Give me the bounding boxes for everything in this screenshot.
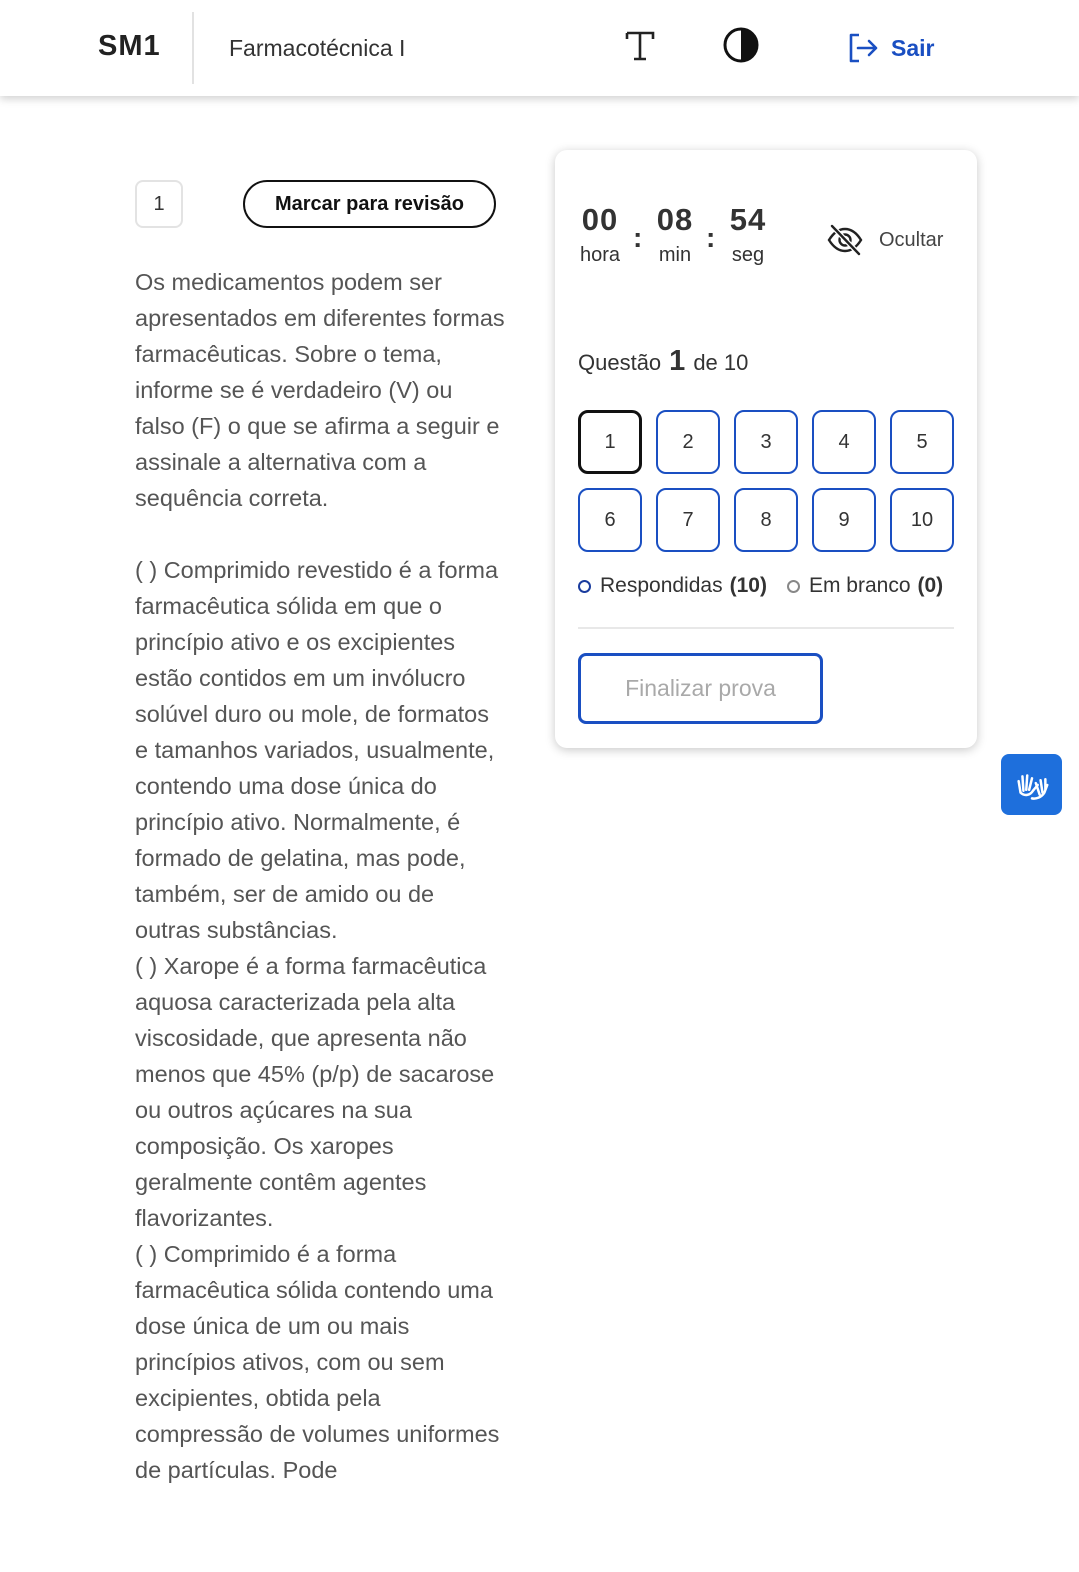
question-statement: Os medicamentos podem ser apresentados em diferentes formas farmacêuticas. Sobre o tema, informe se é verdadeiro (V) ou falso (F) o que se afirma a seguir e assinale a alternativa com a sequência correta. [135,269,505,511]
sign-language-button[interactable] [1001,754,1062,815]
eye-off-icon [825,220,865,260]
logout-icon [845,30,881,66]
question-nav-button[interactable]: 4 [812,410,876,474]
question-nav-button[interactable]: 8 [734,488,798,552]
timer-hours [577,202,623,267]
question-nav-button[interactable]: 10 [890,488,954,552]
timer-seconds-label: seg [731,244,765,266]
timer-hours-label: hora [579,244,621,266]
timer-seconds-value: 54 [729,202,767,237]
contrast-icon[interactable] [722,26,760,64]
statement-item: ( ) Comprimido revestido é a forma farmacêutica sólida em que o princípio ativo e os excipientes estão contidos em um invólucro solúvel duro ou mole, de formatos e tamanhos variados, usualmente, contendo uma dose única do princípio ativo. Normalmente, é formado de gelatina, mas pode, também, ser de amido ou de outras substâncias. [135,557,499,943]
statement-item: ( ) Xarope é a forma farmacêutica aquosa caracterizada pela alta viscosidade, que apresenta não menos que 45% (p/p) de sacarose ou outros açúcares na sua composição. Os xaropes geralmente contêm agentes flavorizantes. [135,953,495,1231]
timer-seconds [725,202,771,267]
question-nav-button[interactable]: 6 [578,488,642,552]
answered-count: (10) [729,574,767,597]
answered-label: Respondidas [600,574,723,597]
question-nav-button[interactable]: 5 [890,410,954,474]
course-title: Farmacotécnica I [229,35,406,61]
question-nav-button[interactable]: 9 [812,488,876,552]
blank-label: Em branco [808,574,911,597]
blank-count: (0) [917,574,944,597]
mark-for-review-button[interactable]: Marcar para revisão [243,180,496,228]
hide-timer-label: Ocultar [879,228,944,251]
exam-panel [555,150,977,748]
hide-timer-button[interactable] [825,220,943,260]
sign-language-icon [1011,764,1053,806]
question-nav-button[interactable]: 1 [578,410,642,474]
logout-label: Sair [891,34,935,61]
top-bar [0,0,1079,96]
answered-dot-icon [578,580,591,593]
header-divider [192,12,194,84]
panel-divider [578,627,954,629]
question-counter-current: 1 [669,345,686,377]
brand-logo: SM1 [98,30,161,62]
finish-exam-button[interactable]: Finalizar prova [578,653,823,724]
blank-dot-icon [787,580,800,593]
timer-minutes [652,202,698,267]
question-counter-total: de 10 [693,350,749,375]
question-nav-button[interactable]: 2 [656,410,720,474]
blank-legend-item [787,574,943,598]
text-size-icon[interactable] [620,26,660,66]
question-number-badge: 1 [135,180,183,228]
question-counter-prefix: Questão [578,350,662,375]
timer-minutes-label: min [658,244,692,266]
question-text [135,264,505,1488]
answer-legend [578,574,943,598]
timer-minutes-value: 08 [656,202,694,237]
timer-hours-value: 00 [581,202,619,237]
timer-separator: : [706,222,716,253]
question-nav-button[interactable]: 7 [656,488,720,552]
question-counter [578,345,748,378]
logout-button[interactable] [845,30,934,66]
statement-item: ( ) Comprimido é a forma farmacêutica sólida contendo uma dose única de um ou mais princípios ativos, com ou sem excipientes, obtida pela compressão de volumes uniformes de partículas. Pode [135,1241,500,1483]
question-nav-button[interactable]: 3 [734,410,798,474]
timer-separator: : [633,222,643,253]
